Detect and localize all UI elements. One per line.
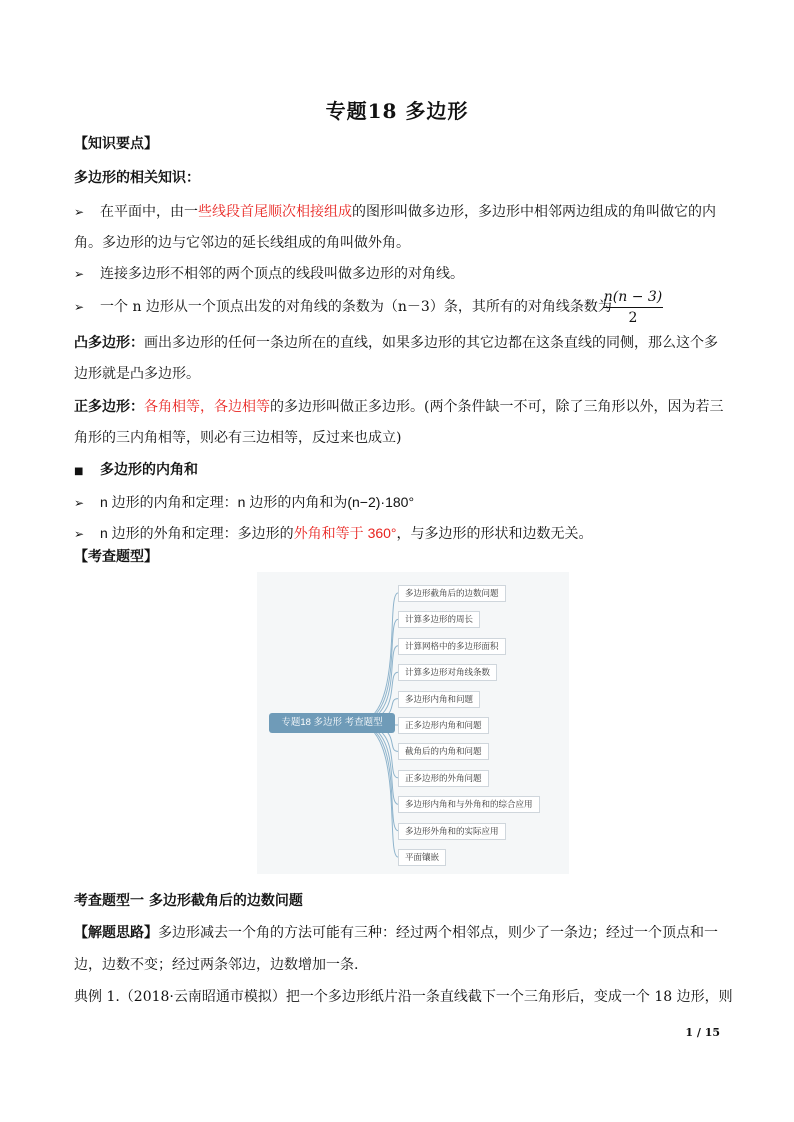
mind-map-node: 平面镶嵌 <box>398 849 446 866</box>
mind-map-node: 计算多边形的周长 <box>398 611 480 628</box>
paragraph-diagonal-count <box>74 297 612 317</box>
term-label: 正多边形： <box>74 399 144 415</box>
paragraph-regular-cont: 角形的三内角相等，则必有三边相等，反过来也成立) <box>74 430 402 446</box>
text: 连接多边形不相邻的两个顶点的线段叫做多边形的对角线。 <box>100 266 464 282</box>
term-label: 凸多边形： <box>74 335 144 351</box>
formula-numerator: n(n − 3) <box>603 289 663 305</box>
related-knowledge-heading: 多边形的相关知识： <box>74 170 200 186</box>
paragraph-polygon-definition <box>74 202 716 222</box>
square-bullet-icon: ■ <box>74 466 84 477</box>
highlight-text: 些线段首尾顺次相接组成 <box>198 204 352 220</box>
page-title: 专题18 多边形 <box>325 99 469 123</box>
mind-map-node: 多边形内角和与外角和的综合应用 <box>398 796 540 813</box>
section-types-heading: 【考查题型】 <box>74 549 158 565</box>
highlight-text: 各角相等，各边相等 <box>144 399 270 415</box>
mind-map-node: 计算网格中的多边形面积 <box>398 638 506 655</box>
type1-heading: 考查题型一 多边形截角后的边数问题 <box>74 893 303 909</box>
highlight-text: 外角和等于 360° <box>293 525 397 541</box>
text: 多边形的内角和 <box>100 462 198 478</box>
text: ，与多边形的形状和边数无关。 <box>396 525 593 541</box>
term-label: 【解题思路】 <box>74 925 158 941</box>
paragraph-interior-angle <box>74 492 414 513</box>
paragraph-convex <box>74 333 718 353</box>
paragraph-solution-cont: 边，边数不变；经过两条邻边，边数增加一条. <box>74 957 359 973</box>
paragraph-convex-cont: 边形就是凸多边形。 <box>74 366 200 382</box>
paragraph-diagonal <box>74 264 464 284</box>
diagonal-formula <box>603 288 663 327</box>
text: 在平面中，由一 <box>100 204 198 220</box>
angles-heading <box>74 460 198 482</box>
mind-map-node: 多边形截角后的边数问题 <box>398 585 506 602</box>
mind-map-node: 正多边形内角和问题 <box>398 717 489 734</box>
page-number: 1 / 15 <box>685 1026 720 1039</box>
mind-map-node: 计算多边形对角线条数 <box>398 664 497 681</box>
mind-map-node: 截角后的内角和问题 <box>398 743 489 760</box>
text: 一个 n 边形从一个顶点出发的对角线的条数为（n－3）条，其所有的对角线条数为 <box>100 299 612 315</box>
mind-map-center-node: 专题18 多边形 考查题型 <box>269 713 395 733</box>
arrow-bullet-icon: ➢ <box>74 300 85 314</box>
text: 的多边形叫做正多边形。(两个条件缺一不可，除了三角形以外，因为若三 <box>270 399 724 415</box>
section-knowledge-heading: 【知识要点】 <box>74 136 158 152</box>
mind-map-node: 正多边形的外角问题 <box>398 770 489 787</box>
paragraph-solution <box>74 923 718 943</box>
formula-denominator: 2 <box>628 310 638 326</box>
text: 的图形叫做多边形，多边形中相邻两边组成的角叫做它的内 <box>352 204 716 220</box>
paragraph-regular <box>74 397 723 417</box>
text: n 边形的外角和定理：多边形的 <box>100 525 294 541</box>
arrow-bullet-icon: ➢ <box>74 527 85 541</box>
paragraph-example: 典例 1.（2018·云南昭通市模拟）把一个多边形纸片沿一条直线截下一个三角形后，变成一个 18 边形，则 <box>74 989 733 1005</box>
mind-map <box>257 572 569 874</box>
paragraph-polygon-definition-cont: 角。多边形的边与它邻边的延长线组成的角叫做外角。 <box>74 235 410 251</box>
mind-map-node: 多边形内角和问题 <box>398 691 480 708</box>
fraction-bar <box>603 307 663 308</box>
arrow-bullet-icon: ➢ <box>74 205 85 219</box>
mind-map-node: 多边形外角和的实际应用 <box>398 823 506 840</box>
text: 多边形减去一个角的方法可能有三种：经过两个相邻点，则少了一条边；经过一个顶点和一 <box>158 925 718 941</box>
text: n 边形的内角和定理：n 边形的内角和为(n−2)·180° <box>100 494 415 510</box>
arrow-bullet-icon: ➢ <box>74 267 85 281</box>
arrow-bullet-icon: ➢ <box>74 496 85 510</box>
text: 画出多边形的任何一条边所在的直线，如果多边形的其它边都在这条直线的同侧，那么这个多 <box>144 335 718 351</box>
paragraph-exterior-angle <box>74 523 593 544</box>
